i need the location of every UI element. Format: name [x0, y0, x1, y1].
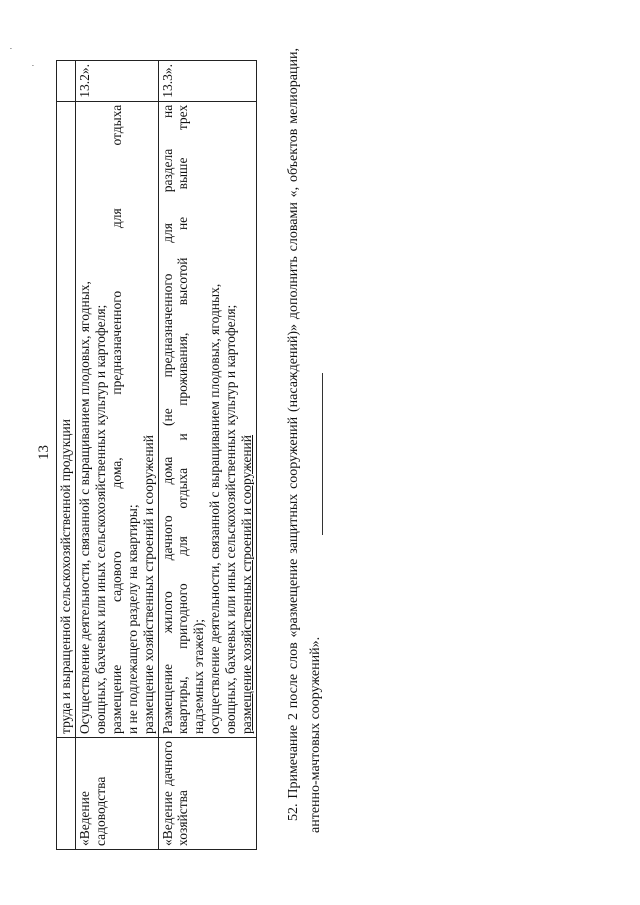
description-line: размещение садового дома, предназначенного для отдыха [108, 104, 124, 734]
table-row [57, 61, 76, 850]
land-use-name: «Ведение дачного хозяйства [158, 738, 257, 850]
description-line: надземных этажей); [191, 618, 207, 734]
land-use-table [56, 60, 257, 850]
description-line: квартиры, пригодного для отдыха и проживания, высотой не выше трех [175, 104, 191, 734]
description-line: овощных, бахчевых или иных сельскохозяйственных культур и картофеля; [223, 304, 239, 734]
page-number: 13 [36, 445, 52, 460]
table-cell-empty [57, 738, 76, 850]
description-line: размещение хозяйственных строений и сооружений [239, 434, 255, 734]
land-use-description [75, 101, 158, 737]
description-line: Осуществление деятельности, связанной с выращиванием плодовых, ягодных, [76, 281, 92, 734]
land-use-description [158, 101, 257, 737]
table-row [75, 61, 158, 850]
land-use-code: 13.2». [75, 61, 158, 102]
description-line: осуществление деятельности, связанной с выращиванием плодовых, ягодных, [207, 283, 223, 734]
description-line: размещение хозяйственных строений и сооружений [140, 434, 156, 734]
land-use-code: 13.3». [158, 61, 257, 102]
description-line: овощных, бахчевых или иных сельскохозяйственных культур и картофеля; [92, 304, 108, 734]
separator-line [322, 373, 323, 535]
description-line: Размещение жилого дачного дома (не предназначенного для раздела на [159, 104, 175, 734]
scan-mark: · [28, 64, 38, 67]
description-line: и не подлежащего разделу на квартиры; [124, 504, 140, 734]
table-cell-empty [57, 61, 76, 102]
land-use-name: «Ведение садоводства [75, 738, 158, 850]
amendment-note: 52. Примечание 2 после слов «размещение защитных сооружений (насаждений)» дополнить словами «, объектов мелиорации, антенно-мачтовых сооружений». [286, 48, 324, 833]
table-cell-continued: труда и выращенной сельскохозяйственной продукции [57, 101, 76, 737]
table-row [158, 61, 257, 850]
scan-mark: · [6, 47, 16, 50]
